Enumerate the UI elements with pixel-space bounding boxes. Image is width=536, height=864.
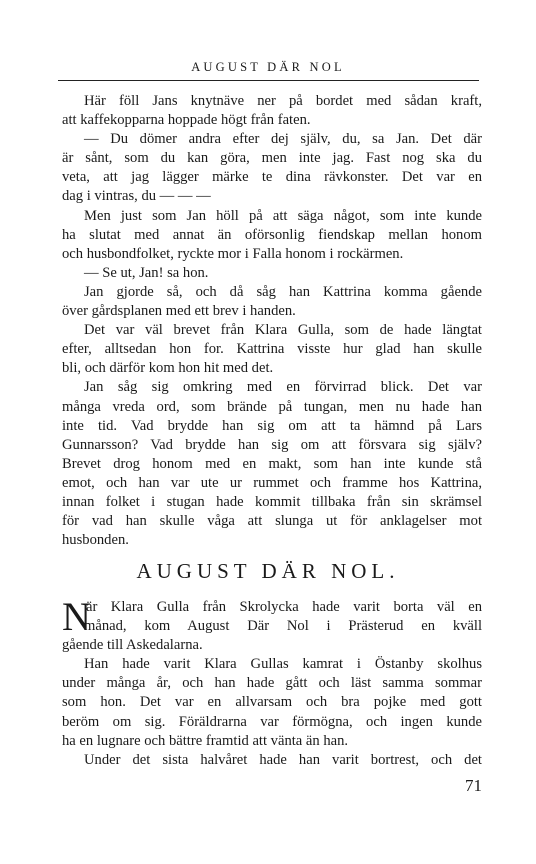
header-rule bbox=[58, 80, 479, 81]
text-line: beröm om sig. Föräldrarna var förmögna, och ingen kunde bbox=[62, 713, 482, 730]
drop-cap: N bbox=[62, 594, 91, 639]
text-line: gående till Askedalarna. bbox=[62, 637, 203, 654]
text-line: Här föll Jans knytnäve ner på bordet med sådan kraft, bbox=[84, 93, 482, 109]
text-line: och husbondfolket, ryckte mor i Falla honom i rockärmen. bbox=[62, 245, 404, 262]
text-line: dag i vintras, du — — — bbox=[62, 188, 211, 205]
text-line: bli, och därför kom hon hit med det. bbox=[62, 360, 274, 377]
text-line: veta, att jag lägger märke te dina rävkonster. Det var en bbox=[62, 169, 482, 186]
text-line: husbonden. bbox=[62, 532, 129, 549]
text-line: Men just som Jan höll på att säga något, som inte kunde bbox=[84, 207, 482, 224]
text-line: — Du dömer andra efter dej själv, du, sa Jan. Det där bbox=[84, 131, 482, 148]
text-line: ha slutat med annat än oförsonlig fiendskap mellan honom bbox=[62, 226, 482, 243]
text-line: över gårdsplanen med ett brev i handen. bbox=[62, 303, 296, 320]
text-line: att kaffekopparna hoppade högt från faten. bbox=[62, 112, 311, 129]
text-line: Han hade varit Klara Gullas kamrat i Östanby skolhus bbox=[84, 656, 482, 673]
text-line: månad, kom August Där Nol i Prästerud en kväll bbox=[84, 618, 482, 635]
text-line: Jan gjorde så, och då såg han Kattrina komma gående bbox=[84, 283, 482, 300]
text-line: Gunnarsson? Vad brydde han sig om att försvara sig själv? bbox=[62, 436, 482, 453]
text-line: för vad han skulle våga att slunga ut för anklagelser mot bbox=[62, 513, 482, 530]
text-line: Det var väl brevet från Klara Gulla, som de hade längtat bbox=[84, 322, 482, 339]
text-line: Under det sista halvåret hade han varit bortrest, och det bbox=[84, 751, 482, 768]
first-line-text: är Klara Gulla från Skrolycka hade varit borta väl en bbox=[86, 599, 482, 615]
text-line: innan folket i stugan hade kommit tillbaka från sin skrämsel bbox=[62, 493, 482, 510]
text-line: är sånt, som du kan göra, men inte jag. Fast nog ska du bbox=[62, 150, 482, 167]
section-text bbox=[62, 92, 482, 550]
text-line: ha en lugnare och bättre framtid att vänta än han. bbox=[62, 732, 349, 749]
text-line: under många år, och han hade gått och läst samma sommar bbox=[62, 675, 482, 692]
text-line: Brevet drog honom med en makt, som han inte kunde stå bbox=[62, 455, 482, 472]
text-line: emot, och han var ute ur rummet och framme hos Kattrina, bbox=[62, 474, 482, 491]
chapter-text bbox=[62, 594, 482, 770]
text-line: som hon. Det var en allvarsam och bra pojke med gott bbox=[62, 694, 482, 711]
text-line: — Se ut, Jan! sa hon. bbox=[84, 264, 209, 281]
text-line: efter, alltsedan hon for. Kattrina visste hur glad han skulle bbox=[62, 341, 482, 358]
text-line: Jan såg sig omkring med en förvirrad blick. Det var bbox=[84, 379, 482, 396]
page-number: 71 bbox=[465, 776, 482, 795]
chapter-title: AUGUST DÄR NOL. bbox=[136, 559, 400, 583]
running-head: AUGUST DÄR NOL bbox=[191, 60, 345, 74]
text-line: många vreda ord, som brände på tungan, men nu hade han bbox=[62, 398, 482, 415]
text-line: inte tid. Vad brydde han sig om att ta hämnd på Lars bbox=[62, 417, 482, 434]
